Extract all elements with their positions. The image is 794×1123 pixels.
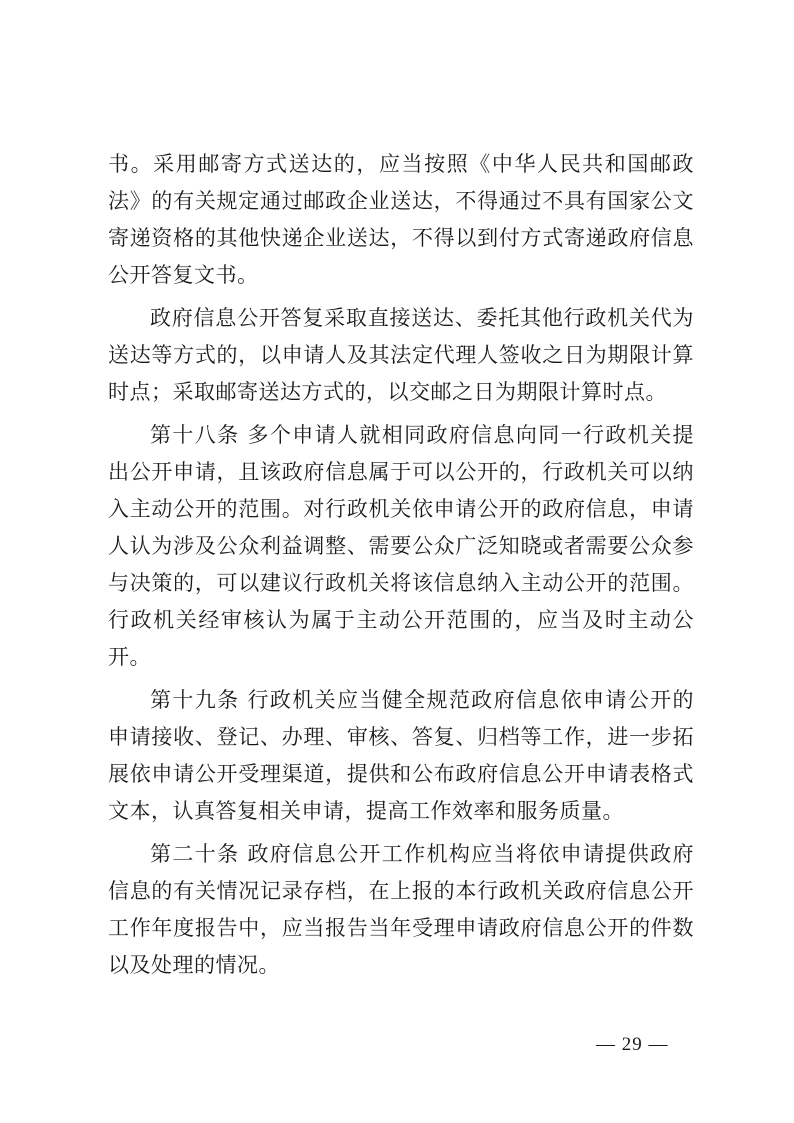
paragraph-article-18: 第十八条 多个申请人就相同政府信息向同一行政机关提出公开申请，且该政府信息属于可以公开的，行政机关可以纳入主动公开的范围。对行政机关依申请公开的政府信息，申请人认为涉及公众利益调整、需要公众广泛知晓或者需要公众参与决策的，可以建议行政机关将该信息纳入主动公开的范围。行政机关经审核认为属于主动公开范围的，应当及时主动公开。 bbox=[108, 423, 694, 669]
paragraph-delivery-timing: 政府信息公开答复采取直接送达、委托其他行政机关代为送达等方式的，以申请人及其法定代理人签收之日为期限计算时点；采取邮寄送达方式的，以交邮之日为期限计算时点。 bbox=[108, 306, 694, 404]
document-body bbox=[108, 146, 694, 990]
paragraph-article-19: 第十九条 行政机关应当健全规范政府信息依申请公开的申请接收、登记、办理、审核、答复、归档等工作，进一步拓展依申请公开受理渠道，提供和公布政府信息公开申请表格式文本，认真答复相关申请，提高工作效率和服务质量。 bbox=[108, 688, 694, 823]
paragraph-article-20: 第二十条 政府信息公开工作机构应当将依申请提供政府信息的有关情况记录存档，在上报的本行政机关政府信息公开工作年度报告中，应当报告当年受理申请政府信息公开的件数以及处理的情况。 bbox=[108, 842, 694, 977]
paragraph-continuation: 书。采用邮寄方式送达的，应当按照《中华人民共和国邮政法》的有关规定通过邮政企业送达，不得通过不具有国家公文寄递资格的其他快递企业送达，不得以到付方式寄递政府信息公开答复文书。 bbox=[108, 152, 694, 287]
page-number: — 29 — bbox=[596, 1034, 669, 1055]
